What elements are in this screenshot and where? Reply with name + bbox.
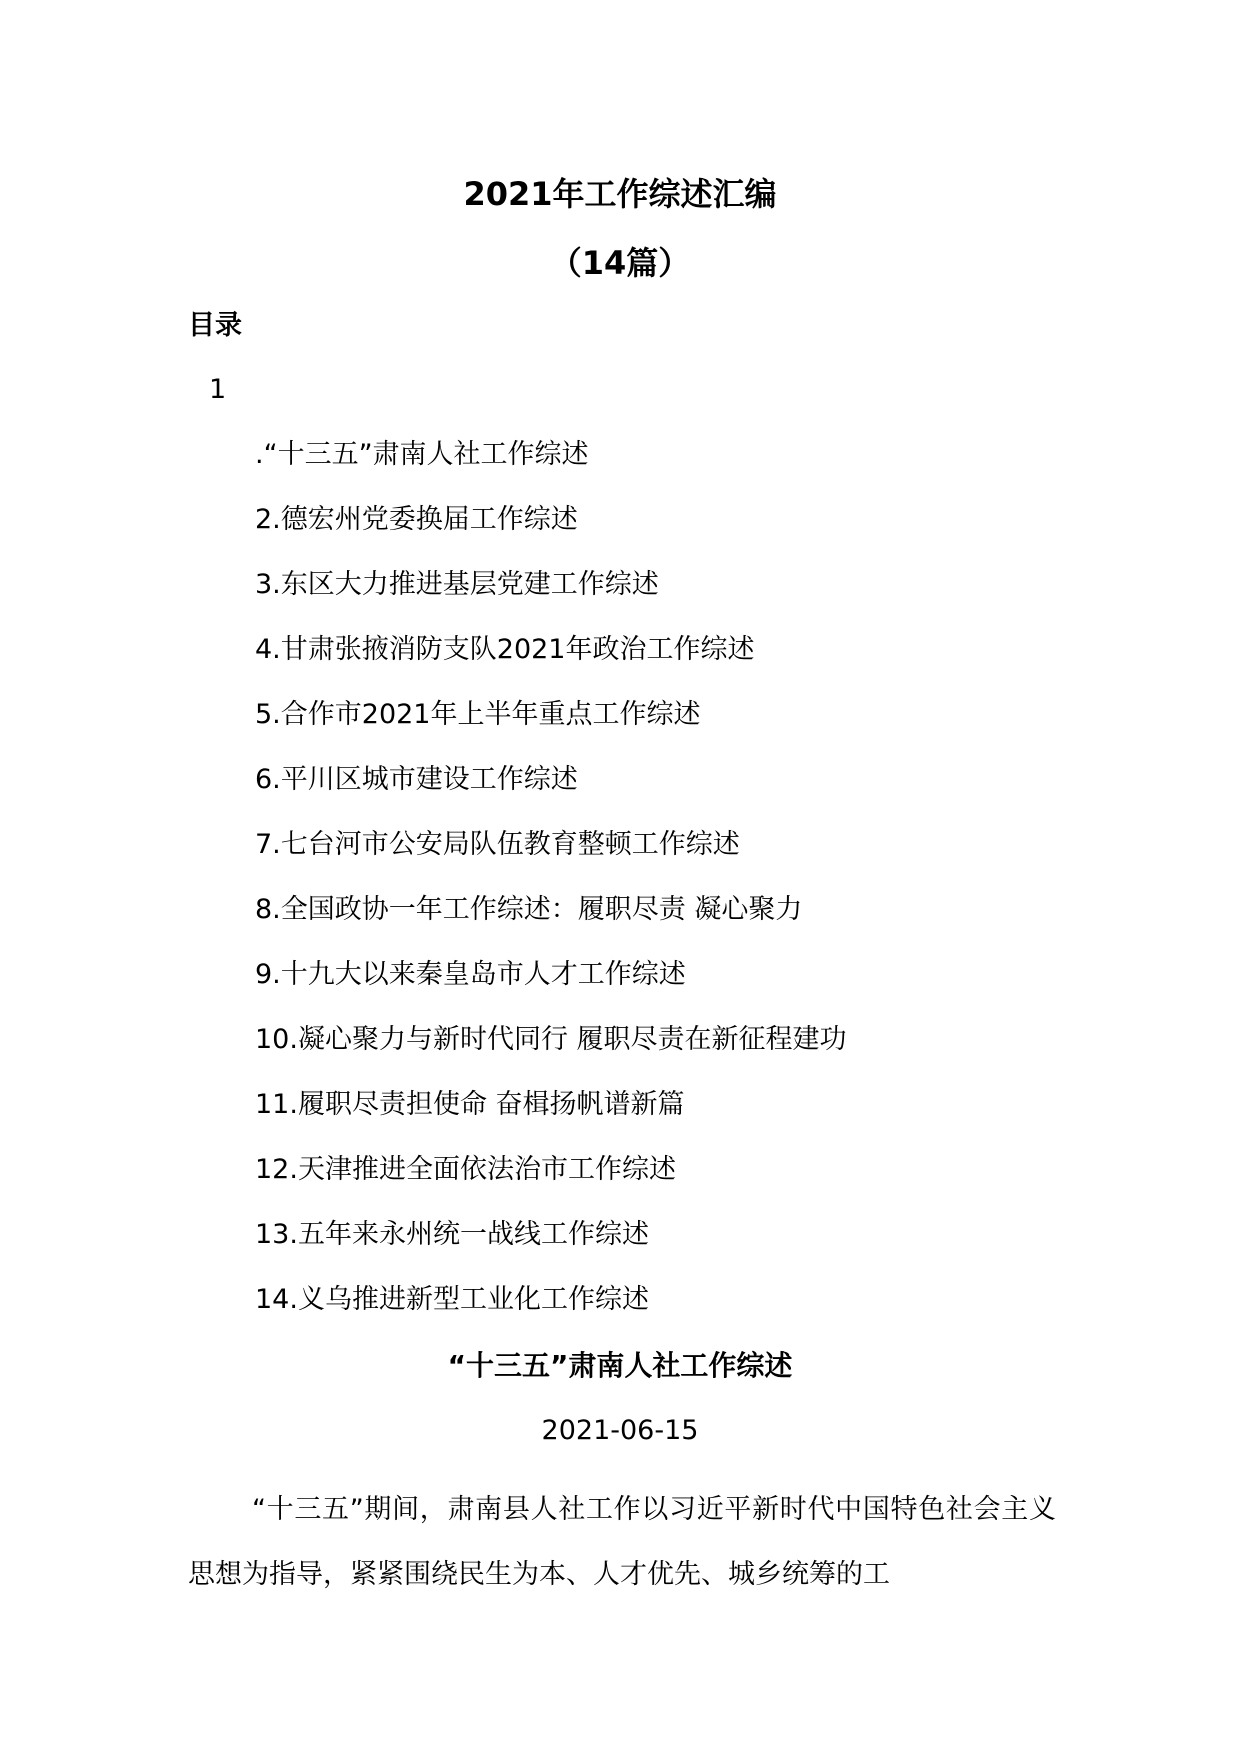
toc-item: 5.合作市2021年上半年重点工作综述 — [255, 699, 701, 730]
toc-item: 13.五年来永州统一战线工作综述 — [255, 1219, 649, 1250]
toc-item: 10.凝心聚力与新时代同行 履职尽责在新征程建功 — [255, 1024, 847, 1055]
table-of-contents — [255, 437, 847, 1347]
toc-heading: 目录 — [188, 310, 242, 341]
toc-item: 7.七台河市公安局队伍教育整顿工作综述 — [255, 829, 740, 860]
document-subtitle: （14篇） — [549, 244, 691, 282]
toc-item: 3.东区大力推进基层党建工作综述 — [255, 569, 659, 600]
document-title: 2021年工作综述汇编 — [463, 175, 777, 213]
toc-item: 12.天津推进全面依法治市工作综述 — [255, 1154, 676, 1185]
toc-number: 1 — [209, 374, 227, 405]
toc-item: 6.平川区城市建设工作综述 — [255, 764, 578, 795]
toc-item: 8.全国政协一年工作综述：履职尽责 凝心聚力 — [255, 894, 803, 925]
toc-item: 11.履职尽责担使命 奋楫扬帆谱新篇 — [255, 1089, 685, 1120]
article-paragraph: “十三五”期间，肃南县人社工作以习近平新时代中国特色社会主义思想为指导，紧紧围绕民生为本、人才优先、城乡统筹的工 — [188, 1494, 1056, 1590]
article-date: 2021-06-15 — [541, 1415, 699, 1446]
toc-item: 9.十九大以来秦皇岛市人才工作综述 — [255, 959, 686, 990]
toc-item: 4.甘肃张掖消防支队2021年政治工作综述 — [255, 634, 755, 665]
article-title: “十三五”肃南人社工作综述 — [447, 1349, 793, 1382]
toc-item: 2.德宏州党委换届工作综述 — [255, 504, 578, 535]
toc-item: 14.义乌推进新型工业化工作综述 — [255, 1284, 649, 1315]
toc-item: .“十三五”肃南人社工作综述 — [255, 439, 589, 470]
